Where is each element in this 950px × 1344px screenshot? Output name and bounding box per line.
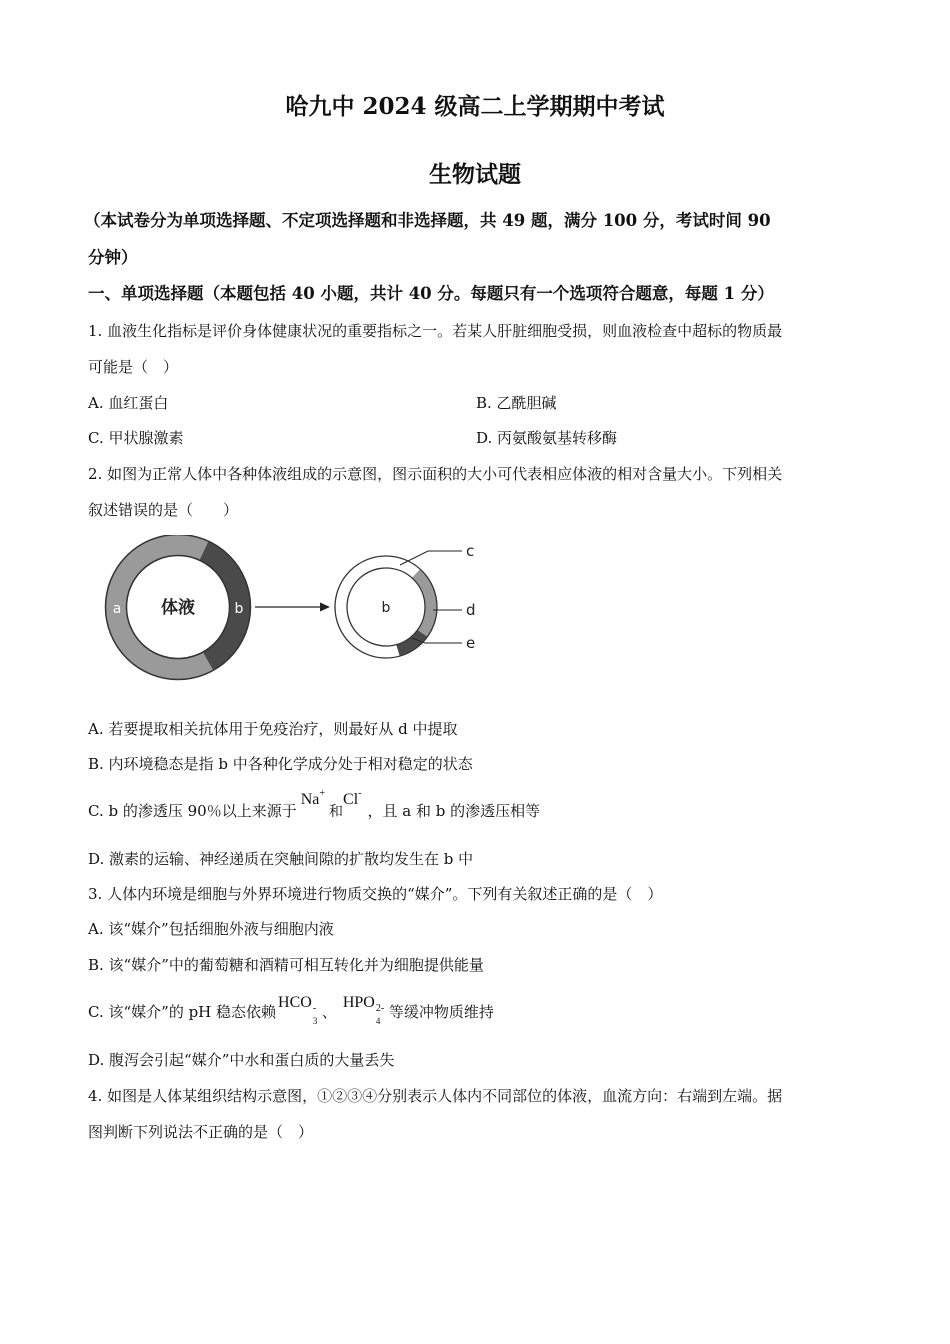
q1-option-a: A. 血红蛋白 xyxy=(88,394,169,412)
exam-subtitle: 生物试题 xyxy=(429,161,521,188)
q1-option-d: D. 丙氨酸氨基转移酶 xyxy=(476,429,618,447)
label-b-right: b xyxy=(381,600,391,616)
q3-stem: 3. 人体内环境是细胞与外界环境进行物质交换的“媒介”。下列有关叙述正确的是（ ） xyxy=(88,885,663,903)
q3-option-b: B. 该“媒介”中的葡萄糖和酒精可相互转化并为细胞提供能量 xyxy=(88,956,484,974)
fluid-center-label: 体液 xyxy=(161,598,195,618)
label-b-left: b xyxy=(234,601,244,617)
section-heading: 一、单项选择题（本题包括 40 小题，共计 40 分。每题只有一个选项符合题意，每题 1 分） xyxy=(88,284,774,303)
q3-option-d: D. 腹泻会引起“媒介”中水和蛋白质的大量丢失 xyxy=(88,1051,395,1069)
q2-option-b: B. 内环境稳态是指 b 中各种化学成分处于相对稳定的状态 xyxy=(88,755,473,773)
q1-stem-line-1: 1. 血液生化指标是评价身体健康状况的重要指标之一。若某人肝脏细胞受损，则血液检查中超标的物质最 xyxy=(88,322,783,340)
q4-stem-line-1: 4. 如图是人体某组织结构示意图，①②③④分别表示人体内不同部位的体液，血流方向：右端到左端。据 xyxy=(88,1087,783,1105)
q4-stem-line-2: 图判断下列说法不正确的是（ ） xyxy=(88,1123,314,1141)
arrow-icon xyxy=(320,603,330,612)
label-e: e xyxy=(466,634,476,652)
label-c: c xyxy=(466,542,475,560)
q3-option-a: A. 该“媒介”包括细胞外液与细胞内液 xyxy=(88,920,334,938)
q1-option-b: B. 乙酰胆碱 xyxy=(476,394,557,412)
q1-option-c: C. 甲状腺激素 xyxy=(88,429,184,447)
q2-option-a: A. 若要提取相关抗体用于免疫治疗，则最好从 d 中提取 xyxy=(88,720,458,738)
label-d: d xyxy=(466,601,476,619)
q2-stem-line-2: 叙述错误的是（ ） xyxy=(88,501,239,519)
q2-stem-line-1: 2. 如图为正常人体中各种体液组成的示意图，图示面积的大小可代表相应体液的相对含量大小。下列相关 xyxy=(88,465,783,483)
instructions-line-1: （本试卷分为单项选择题、不定项选择题和非选择题，共 49 题，满分 100 分，考试时间 90 xyxy=(84,211,771,230)
instructions-line-2: 分钟） xyxy=(88,248,138,267)
q2-option-d: D. 激素的运输、神经递质在突触间隙的扩散均发生在 b 中 xyxy=(88,850,474,868)
q1-stem-line-2: 可能是（ ） xyxy=(88,358,179,376)
exam-title: 哈九中 2024 级高二上学期期中考试 xyxy=(285,93,665,120)
body-fluid-diagram xyxy=(100,535,500,685)
q3-option-c: C. 该“媒介”的 pH 稳态依赖HCO - 3 、HPO 2- 4 等缓冲物质维持 xyxy=(88,994,494,1026)
label-a: a xyxy=(112,601,122,617)
q2-option-c: C. b 的渗透压 90％以上来源于Na+和Cl-，且 a 和 b 的渗透压相等 xyxy=(88,788,541,820)
